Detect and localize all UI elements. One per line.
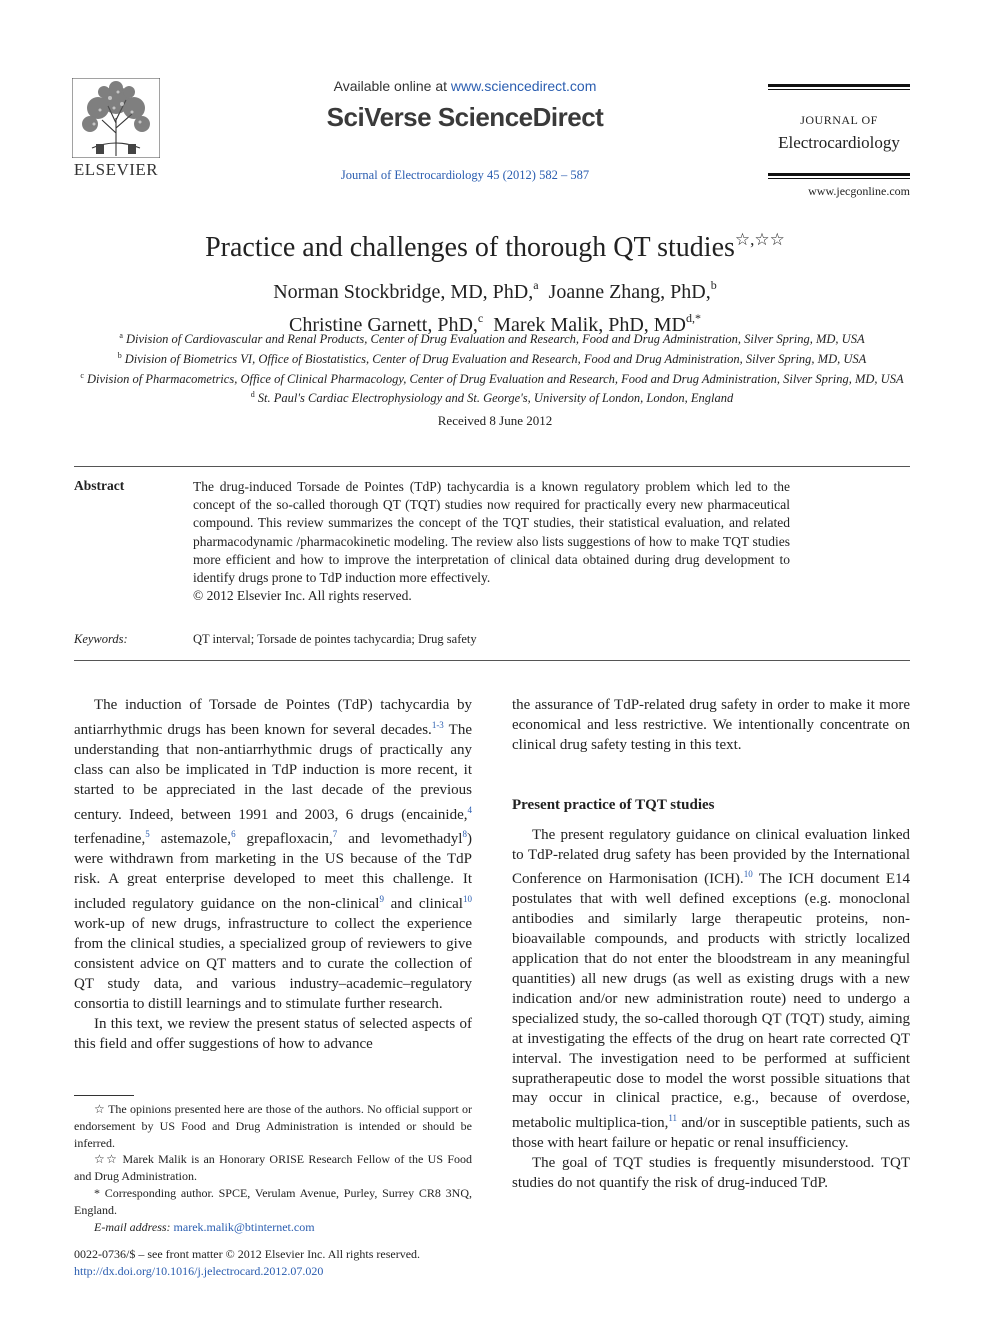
received-date: Received 8 June 2012 [437, 413, 553, 428]
journal-citation[interactable]: Journal of Electrocardiology 45 (2012) 582 – 587 [340, 168, 590, 182]
elsevier-wordmark: ELSEVIER [73, 160, 159, 179]
affiliation-item: $^c$ Division of Pharmacometrics, Office of Clinical Pharmacology, Center of Drug Evaluation and Research, Food and Drug Administration, Silver Spring, MD, USA [80, 370, 904, 386]
citation-ref[interactable]: 9 [379, 894, 384, 905]
citation-ref[interactable]: 7 [332, 829, 338, 840]
author-name: Marek Malik, PhD, MD [493, 314, 686, 336]
citation-ref[interactable]: 10 [462, 894, 472, 905]
abstract-copyright: © 2012 Elsevier Inc. All rights reserved. [193, 588, 412, 604]
body-paragraph: The present regulatory guidance on clinical evaluation linked to TdP-related drug safety has been provided by the International Conference on Harmonisation (ICH).$^{10}$ The ICH document E14 postulates that with well defined exceptions (e.g. monoclonal antibodies and similarly large therapeutic proteins, non-bioavailable compounds, and products with strictly localized application that do not enter the bloodstream in any meaningful quantities) all new drugs (as well as existing drugs with a new indication and/or new administration route) need to undergo a specialized study, the so-called thorough QT (TQT) study, aiming at investigating the effects of the drug on heart rate corrected QT interval. The investigation need to be performed at sufficient supratherapeutic dose to model the worst possible situations that may occur in clinical practice, e.g., because of overdose, metabolic multiplica-tion,$^{11}$ and/or in susceptible patients, such as those with heart failure or hepatic or renal insufficiency. [512, 826, 910, 1152]
footnote-email [74, 1219, 472, 1236]
footnote-item: ☆ The opinions presented here are those of the authors. No official support or endorsement by US Food and Drug Administration is intended or should be inferred. [74, 1102, 472, 1150]
abstract-bottom-rule [74, 660, 910, 661]
author-name: Christine Garnett, PhD, [289, 314, 478, 336]
abstract-label: Abstract [74, 478, 125, 493]
issn-line: 0022-0736/$ – see front matter © 2012 Elsevier Inc. All rights reserved. [74, 1247, 421, 1261]
keywords-label: Keywords: [74, 632, 128, 646]
citation-ref[interactable]: 6 [231, 829, 236, 840]
body-column-right [512, 696, 910, 1194]
section-heading: Present practice of TQT studies [512, 796, 715, 813]
journal-rule [768, 84, 910, 87]
citation-ref[interactable]: 1-3 [431, 719, 444, 730]
affiliations [74, 328, 910, 407]
email-label: E-mail address: [94, 1219, 171, 1234]
author-name: Norman Stockbridge, MD, PhD, [273, 281, 534, 303]
keywords-text: QT interval; Torsade de pointes tachycardia; Drug safety [193, 632, 477, 646]
citation-ref[interactable]: 11 [668, 1113, 678, 1124]
journal-name-line2: Electrocardiology [778, 133, 900, 152]
abstract-body [193, 478, 790, 605]
journal-rule [768, 89, 910, 90]
doi-link[interactable]: http://dx.doi.org/10.1016/j.jelectrocard.2012.07.020 [74, 1264, 324, 1278]
footnote-mark: ☆☆ [94, 1152, 119, 1167]
author-affiliation-mark: a [533, 278, 539, 292]
citation-ref[interactable]: 8 [462, 829, 467, 840]
abstract-text: The drug-induced Torsade de Pointes (TdP) tachycardia is a known regulatory problem which led to the concept of the so-called thorough QT (TQT) studies now required for practically every new pharmaceutical compound. This review summarizes the concept of the TQT studies, their statistical evaluation, and related pharmacodynamic /pharmacokinetic modeling. The review also lists suggestions of how to make TQT studies more efficient and how to improve the interpretation of clinical data obtained during drug development to identify drugs prone to TdP induction more effectively. [193, 479, 790, 586]
title-footnote-marks: ☆,☆☆ [734, 230, 785, 249]
article-title [0, 230, 990, 264]
elsevier-logo [70, 78, 162, 182]
body-column-left [74, 696, 472, 1054]
footnote-item: * Corresponding author. SPCE, Verulam Avenue, Purley, Surrey CR8 3NQ, England. [74, 1185, 472, 1217]
footnote-mark: ☆ [94, 1102, 106, 1116]
sciverse-brand: SciVerse ScienceDirect [326, 102, 604, 132]
affiliation-item: $^b$ Division of Biometrics VI, Office of Biostatistics, Center of Drug Evaluation and Research, Food and Drug Administration, Silver Spring, MD, USA [117, 350, 867, 366]
citation-ref[interactable]: 10 [743, 869, 753, 880]
author-affiliation-mark: d,* [685, 311, 701, 325]
affiliation-item: $^a$ Division of Cardiovascular and Renal Products, Center of Drug Evaluation and Research, Food and Drug Administration, Silver Spring, MD, USA [119, 331, 865, 346]
author-line-1 [0, 272, 990, 305]
author-affiliation-mark: b [710, 278, 717, 292]
elsevier-tree-icon [72, 78, 160, 158]
journal-rule [768, 178, 910, 179]
email-link[interactable]: marek.malik@btinternet.com [173, 1219, 315, 1234]
available-prefix: Available online at [333, 78, 451, 94]
available-online [300, 78, 630, 94]
body-paragraph: The induction of Torsade de Pointes (TdP) tachycardia by antiarrhythmic drugs has been known for several decades.$^{1-3}$ The understanding that non-antiarrhythmic drugs of practically any class can also be implicated in TdP induction is more recent, it started to be appreciated in the last decade of the previous century. Indeed, between 1991 and 2003, 6 drugs (encainide,$^4$ terfenadine,$^5$ astemazole,$^6$ grepafloxacin,$^7$ and levomethadyl$^8$) were withdrawn from marketing in the US because of the TdP risk. A great enterprise developed to meet this challenge. It included regulatory guidance on the non-clinical$^9$ and clinical$^{10}$ work-up of new drugs, infrastructure to collect the experience from the clinical studies, a specialized group of reviewers to give consistent advice on QT matters and to curate the collection of QT study data, and various industry–academic–regulatory consortia to distill learnings and to stimulate further research. [74, 697, 472, 1012]
article-header [0, 0, 990, 200]
sciencedirect-link[interactable]: www.sciencedirect.com [450, 78, 597, 94]
body-paragraph: The goal of TQT studies is frequently misunderstood. TQT studies do not quantify the risk of drug-induced TdP. [512, 1155, 910, 1192]
citation-ref[interactable]: 4 [467, 804, 472, 815]
affiliation-item: $^d$ St. Paul's Cardiac Electrophysiology and St. George's, University of London, London, England [250, 390, 734, 406]
front-matter-info [74, 1246, 494, 1280]
footnote-rule [74, 1095, 134, 1096]
author-name: Joanne Zhang, PhD, [548, 281, 711, 303]
footnote-item: ☆☆ Marek Malik is an Honorary ORISE Research Fellow of the US Food and Drug Administration. [74, 1152, 473, 1184]
journal-name-line1: JOURNAL OF [800, 113, 878, 127]
citation-ref[interactable]: 5 [145, 829, 150, 840]
body-paragraph: In this text, we review the present status of selected aspects of this field and offer suggestions of how to advance [74, 1015, 472, 1052]
journal-website: www.jecgonline.com [808, 184, 910, 198]
author-affiliation-mark: c [477, 311, 484, 325]
title-text: Practice and challenges of thorough QT studies [205, 232, 735, 263]
journal-rule [768, 173, 910, 176]
body-paragraph: the assurance of TdP-related drug safety in order to make it more economical and less restrictive. We intentionally concentrate on clinical drug safety testing in this text. [512, 697, 910, 753]
abstract-top-rule [74, 466, 910, 467]
footnotes [74, 1101, 472, 1235]
